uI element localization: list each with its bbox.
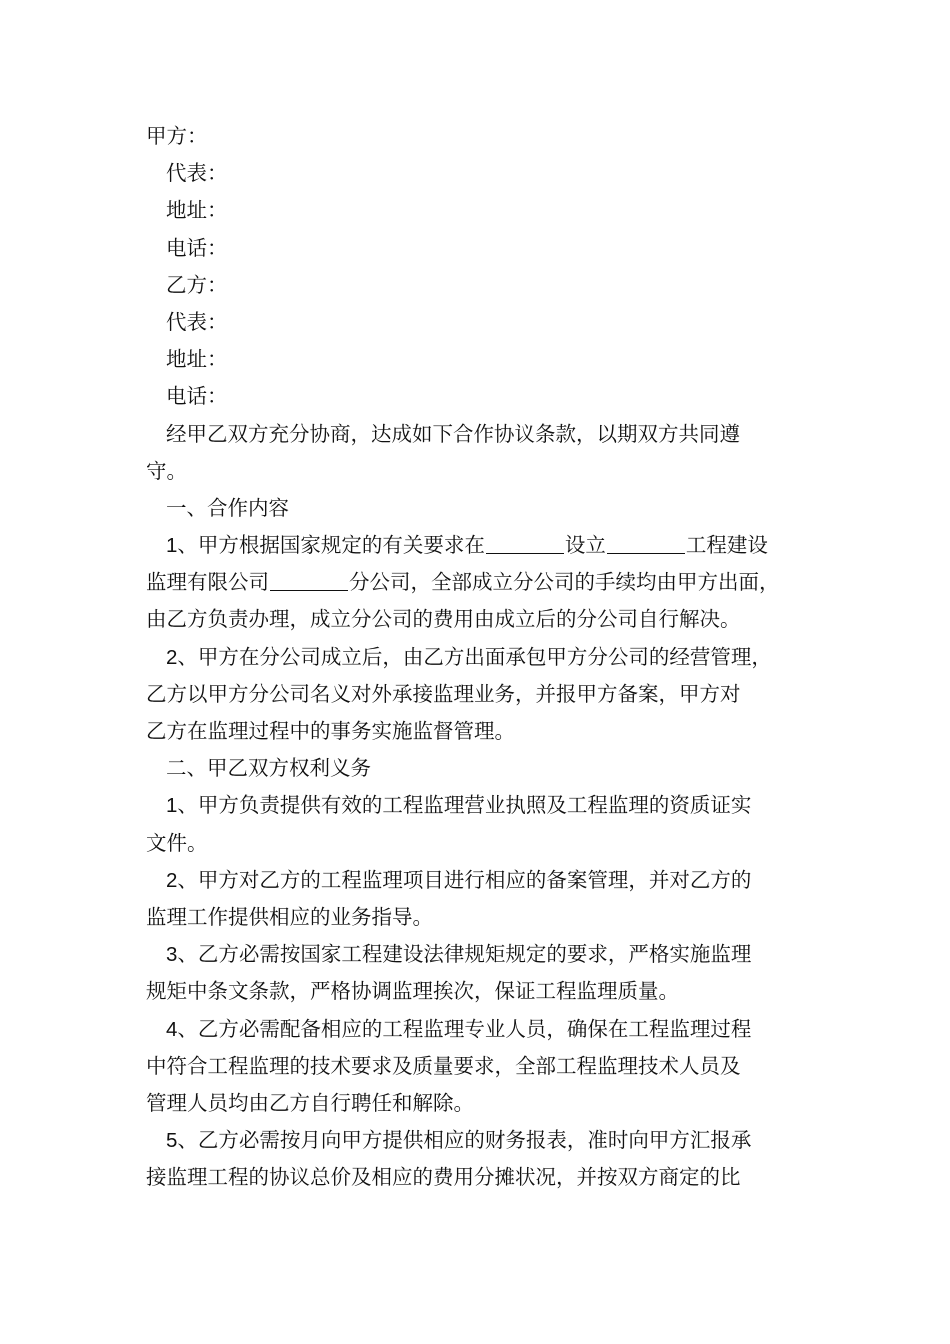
s2-item1-text: 、甲方负责提供有效的工程监理营业执照及工程监理的资质证实 bbox=[177, 793, 752, 818]
s1-item1-line-3: 由乙方负责办理，成立分公司的费用由成立后的分公司自行解决。 bbox=[146, 607, 741, 632]
s1-item1-text-d: 监理有限公司 bbox=[146, 570, 269, 595]
s1-item2-line-2: 乙方以甲方分公司名义对外承接监理业务，并报甲方备案，甲方对 bbox=[146, 681, 741, 706]
fill-blank-company bbox=[607, 531, 685, 554]
party-a-phone: 电话： bbox=[166, 235, 228, 260]
s1-item1-line-1 bbox=[146, 527, 810, 564]
s1-item1-line-2 bbox=[146, 564, 810, 601]
s2-item2-line-2: 监理工作提供相应的业务指导。 bbox=[146, 904, 433, 929]
party-b-rep: 代表： bbox=[166, 309, 228, 334]
party-b-phone: 电话： bbox=[166, 384, 228, 409]
s2-item1-line-1 bbox=[146, 787, 810, 824]
s2-item2-line-1 bbox=[146, 862, 810, 899]
s2-item2-text: 、甲方对乙方的工程监理项目进行相应的备案管理，并对乙方的 bbox=[177, 867, 752, 892]
s2-item4-text: 、乙方必需配备相应的工程监理专业人员，确保在工程监理过程 bbox=[177, 1016, 752, 1041]
s2-item5-text: 、乙方必需按月向甲方提供相应的财务报表，准时向甲方汇报承 bbox=[177, 1128, 752, 1153]
section-2-title: 二、甲乙双方权利义务 bbox=[166, 756, 371, 781]
s2-item2-number: 2 bbox=[166, 868, 178, 892]
s2-item4-line-1 bbox=[146, 1011, 810, 1048]
s1-item1-text-b: 设立 bbox=[564, 533, 606, 558]
s2-item4-line-3: 管理人员均由乙方自行聘任和解除。 bbox=[146, 1090, 474, 1115]
s1-item1-text-a: 、甲方根据国家规定的有关要求在 bbox=[177, 533, 485, 558]
s2-item3-number: 3 bbox=[166, 943, 178, 967]
s1-item1-number: 1 bbox=[166, 534, 178, 558]
party-a-rep: 代表： bbox=[166, 161, 228, 186]
s1-item2-number: 2 bbox=[166, 645, 178, 669]
party-b-address: 地址： bbox=[166, 347, 228, 372]
section-1-title: 一、合作内容 bbox=[166, 495, 289, 520]
s2-item3-line-2: 规矩中条文条款，严格协调监理挨次，保证工程监理质量。 bbox=[146, 979, 679, 1004]
s2-item5-number: 5 bbox=[166, 1129, 178, 1153]
s1-item1-text-c: 工程建设 bbox=[685, 533, 768, 558]
party-a-heading: 甲方： bbox=[146, 124, 208, 148]
s1-item2-text: 、甲方在分公司成立后，由乙方出面承包甲方分公司的经营管理， bbox=[177, 644, 772, 669]
fill-blank-branch bbox=[270, 568, 348, 591]
s2-item1-line-2: 文件。 bbox=[146, 830, 208, 855]
preamble-line-1: 经甲乙双方充分协商，达成如下合作协议条款，以期双方共同遵 bbox=[166, 421, 740, 446]
s1-item1-text-e: 分公司，全部成立分公司的手续均由甲方出面， bbox=[349, 570, 780, 595]
s2-item3-line-1 bbox=[146, 936, 810, 973]
party-a-address: 地址： bbox=[166, 198, 228, 223]
s1-item2-line-1 bbox=[146, 639, 810, 676]
s2-item3-text: 、乙方必需按国家工程建设法律规矩规定的要求，严格实施监理 bbox=[177, 942, 752, 967]
s2-item4-number: 4 bbox=[166, 1017, 178, 1041]
fill-blank-location bbox=[486, 531, 564, 554]
s2-item5-line-1 bbox=[146, 1122, 810, 1159]
s2-item4-line-2: 中符合工程监理的技术要求及质量要求，全部工程监理技术人员及 bbox=[146, 1053, 741, 1078]
s2-item1-number: 1 bbox=[166, 794, 178, 818]
s2-item5-line-2: 接监理工程的协议总价及相应的费用分摊状况，并按双方商定的比 bbox=[146, 1165, 741, 1190]
s1-item2-line-3: 乙方在监理过程中的事务实施监督管理。 bbox=[146, 719, 515, 743]
party-b-heading: 乙方： bbox=[166, 272, 228, 297]
contract-page bbox=[146, 118, 810, 1196]
preamble-line-2: 守。 bbox=[146, 458, 187, 483]
